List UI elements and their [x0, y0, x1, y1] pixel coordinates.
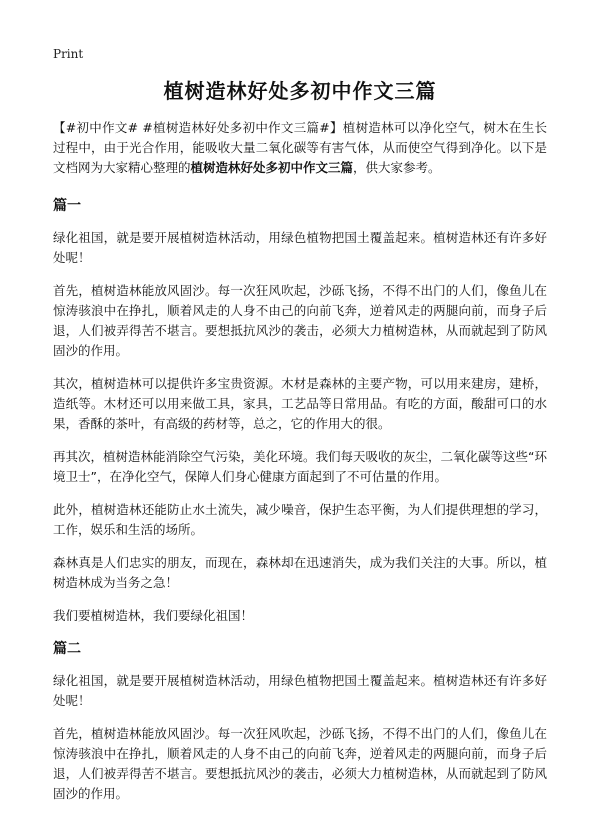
paragraph: 首先，植树造林能放风固沙。每一次狂风吹起，沙砾飞扬，不得不出门的人们，像鱼儿在惊涛骇浪中在挣扎，顺着风走的人身不由己的向前飞奔，逆着风走的两腿向前，而身子后退，人们被弄得苦不堪言。要想抵抗风沙的袭击，必须大力植树造林，从而就起到了防风固沙的作用。 [53, 283, 547, 358]
intro-tag: 【#初中作文# #植树造林好处多初中作文三篇#】 [53, 120, 343, 135]
article-body [53, 118, 547, 817]
paragraph: 首先，植树造林能放风固沙。每一次狂风吹起，沙砾飞扬，不得不出门的人们，像鱼儿在惊涛骇浪中在挣扎，顺着风走的人身不由己的向前飞奔，逆着风走的两腿向前，而身子后退，人们被弄得苦不堪言。要想抵抗风沙的袭击，必须大力植树造林，从而就起到了防风固沙的作用。 [53, 726, 547, 801]
intro-highlight: 植树造林好处多初中作文三篇 [190, 160, 354, 175]
section-heading-2: 篇二 [53, 641, 81, 657]
paragraph: 我们要植树造林，我们要绿化祖国！ [53, 608, 254, 623]
paragraph: 绿化祖国，就是要开展植树造林活动，用绿色植物把国土覆盖起来。植树造林还有许多好处呢！ [53, 230, 547, 265]
page-title: 植树造林好处多初中作文三篇 [163, 79, 437, 103]
intro-text: 植树造林可以净化空气，树木在生长过程中，由于光合作用，能吸收大量二氧化碳等有害气体，从而使空气得到净化。以下是文档网为大家精心整理的 [53, 120, 547, 175]
paragraph: 其次，植树造林可以提供许多宝贵资源。木材是森林的主要产物，可以用来建房，建桥，造纸等。木材还可以用来做工具，家具，工艺品等日常用品。有吃的方面，酸甜可口的水果，香酥的茶叶，有高级的药材等，总之，它的作用大的很。 [53, 376, 547, 431]
print-link[interactable]: Print [53, 47, 84, 61]
paragraph: 森林真是人们忠实的朋友，而现在，森林却在迅速消失，成为我们关注的大事。所以，植树造林成为当务之急！ [53, 555, 547, 590]
paragraph: 绿化祖国，就是要开展植树造林活动，用绿色植物把国土覆盖起来。植树造林还有许多好处呢！ [53, 673, 547, 708]
paragraph: 此外，植树造林还能防止水土流失，减少噪音，保护生态平衡，为人们提供理想的学习，工作，娱乐和生活的场所。 [53, 502, 547, 537]
paragraph: 再其次，植树造林能消除空气污染，美化环境。我们每天吸收的灰尘，二氧化碳等这些“环境卫士”，在净化空气，保障人们身心健康方面起到了不可估量的作用。 [53, 449, 547, 484]
intro-text-end: ，供大家参考。 [353, 160, 441, 175]
section-heading-1: 篇一 [53, 198, 81, 214]
intro-paragraph [53, 118, 547, 178]
